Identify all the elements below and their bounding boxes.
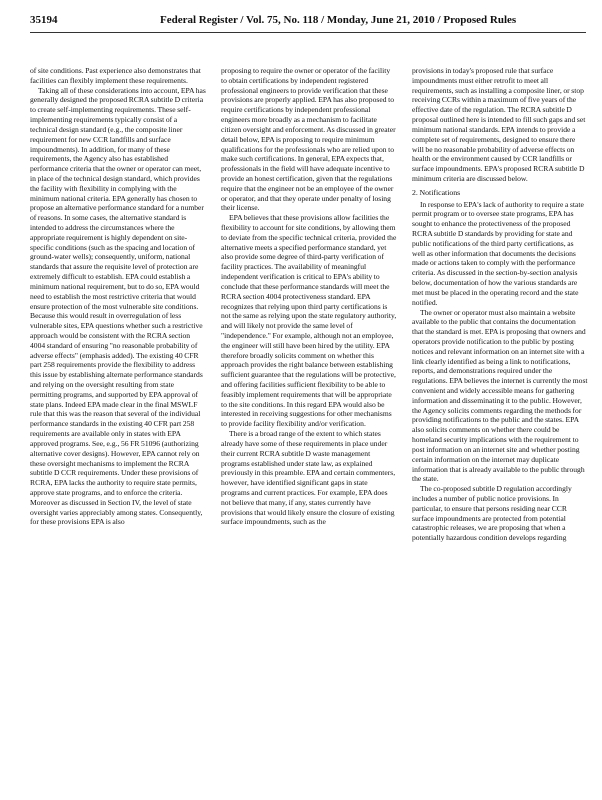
column-middle: [221, 66, 397, 527]
header-rule: [30, 32, 586, 33]
column-left: [30, 66, 206, 527]
page-header: [30, 10, 586, 32]
paragraph: There is a broad range of the extent to which states already have some of these requirements in place under their current RCRA subtitle D waste management programs established under state law, as explained previously in this preamble. EPA and certain commenters, however, have identified significant gaps in state programs and current practices. For example, EPA does not believe that many, if any, states currently have provisions that would likely ensure the closure of existing surface impoundments, such as the: [221, 429, 396, 527]
paragraph: The owner or operator must also maintain a website available to the public that contains the documentation that the standard is met. EPA is proposing that owners and operators provide notification to the public by posting notices and relevant information on an internet site with a link clearly identified as being a link to notifications, reports, and demonstrations required under the regulations. EPA believes the internet is currently the most convenient and widely accessible means for gathering information and disseminating it to the public. However, the Agency solicits comments regarding the methods for providing notifications to the public and the states. EPA also solicits comments on whether there could be homeland security implications with the requirement to post information on an internet site and whether posting certain information on the internet may duplicate information that is already available to the public through the state.: [412, 307, 588, 484]
paragraph: In response to EPA's lack of authority to require a state permit program or to oversee state programs, EPA has sought to enhance the protectiveness of the proposed RCRA subtitle D standards by providing for state and public notifications of the third party certifications, as well as other information that documents the decisions made or actions taken to comply with the performance criteria. As discussed in the section-by-section analysis below, documentation of how the various standards are met must be placed in the operating record and the state notified.: [412, 199, 584, 307]
section-heading: 2. Notifications: [412, 187, 461, 197]
column-right: [412, 66, 588, 543]
paragraph: of site conditions. Past experience also demonstrates that facilities can flexibly implement these requirements.: [30, 66, 201, 85]
running-head: Federal Register / Vol. 75, No. 118 / Monday, June 21, 2010 / Proposed Rules: [160, 14, 517, 26]
paragraph: proposing to require the owner or operator of the facility to obtain certifications by independent registered professional engineers to provide verification that these provisions are properly applied. EPA has also proposed to require certifications by independent professional engineers more broadly as a mechanism to facilitate citizen oversight and enforcement. As discussed in greater detail below, EPA is proposing to require minimum qualifications for the professionals who are relied upon to make such certifications. In general, EPA expects that, professionals in the field will have adequate incentive to provide an honest certification, given that the regulations require that the engineer not be an employee of the owner or operator, and that they operate under penalty of losing their license.: [221, 66, 396, 213]
paragraph: EPA believes that these provisions allow facilities the flexibility to account for site conditions, by allowing them to deviate from the specific technical criteria, provided the alternative meets a specified performance standard, yet also provide some degree of third-party verification of facility practices. The availability of meaningful independent verification is critical to EPA's ability to conclude that these performance standards will meet the RCRA section 4004 protectiveness standard. EPA recognizes that relying upon third party certifications is not the same as relying upon the state regulatory authority, and will likely not provide the same level of "independence." For example, although not an employee, the engineer will still have been hired by the utility. EPA therefore broadly solicits comment on whether this approach provides the right balance between establishing sufficient guarantee that the regulations will be protective, and offering facilities sufficient flexibility to be able to feasibly implement requirements that will be appropriate to the site conditions. In this regard EPA would also be interested in receiving suggestions for other mechanisms to provide facility flexibility and/or verification.: [221, 213, 397, 429]
paragraph: The co-proposed subtitle D regulation accordingly includes a number of public notice provisions. In particular, to ensure that persons residing near CCR surface impoundments are protected from potential catastrophic releases, we are proposing that when a potentially hazardous condition develops regarding: [412, 484, 572, 543]
paragraph: Taking all of these considerations into account, EPA has generally designed the proposed RCRA subtitle D criteria to create self-implementing requirements. These self-implementing requirements typically consist of a technical design standard (e.g., the composite liner requirement for new CCR landfills and surface impoundments). In addition, for many of these requirements, the Agency also has established performance criteria that the owner or operator can meet, in place of the technical design standard, which provides the facility with flexibility in complying with the minimum national criteria. EPA generally has chosen to propose an alternative performance standard for a number of reasons. In some cases, the alternative standard is intended to address the circumstances where the appropriate requirement is highly dependent on site-specific conditions (such as the spacing and location of ground-water wells); consequently, uniform, national standards that assure the requisite level of protection are extremely difficult to establish. EPA could establish a minimum national requirement, but to do so, EPA would need to establish the most restrictive criteria that would ensure protection of the most vulnerable site conditions. Because this would result in overregulation of less vulnerable sites, EPA questions whether such a restrictive approach would be consistent with the RCRA section 4004 standard of ensuring "no reasonable probability of adverse effects" (emphasis added). The existing 40 CFR part 258 requirements provide the flexibility to address this issue by establishing alternate performance standards and relying on the oversight resulting from state permitting programs, and supported by EPA approval of state plans. Indeed EPA made clear in the final MSWLF rule that this was the reason that several of the individual performance standards in the existing 40 CFR part 258 requirements are available only in states with EPA approved programs. See, e.g., 56 FR 51096 (authorizing alternative cover designs). However, EPA cannot rely on these oversight mechanisms to implement the RCRA subtitle D CCR requirements. Under these provisions of RCRA, EPA lacks the authority to require state permits, approve state programs, and to enforce the criteria. Moreover as discussed in Section IV, the level of state oversight varies appreciably among states. Consequently, for these provisions EPA is also: [30, 85, 206, 527]
paragraph: provisions in today's proposed rule that surface impoundments must either retrofit to meet all requirements, such as installing a composite liner, or stop receiving CCRs within a maximum of five years of the effective date of the regulation. The RCRA subtitle D proposal outlined here is intended to fill such gaps and set minimum national standards. EPA intends to provide a complete set of requirements, designed to ensure there will be no reasonable probability of adverse effects on health or the environment caused by CCR landfills or surface impoundments. EPA's proposed RCRA subtitle D minimum criteria are discussed below.: [412, 66, 586, 183]
page-number: 35194: [30, 14, 58, 26]
